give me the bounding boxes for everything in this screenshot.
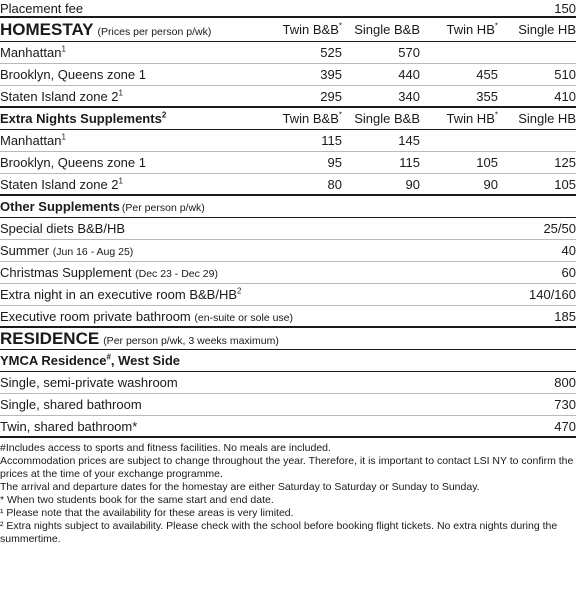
row-label: Christmas Supplement [0,265,132,280]
cell-value: 295 [320,88,342,104]
cell-value: 25/50 [543,221,576,236]
table-row [0,218,576,240]
placement-fee-row [0,0,576,18]
footnote: ¹ Please note that the availability for these areas is very limited. [0,507,294,519]
placement-fee-value: 150 [554,0,576,16]
cell-value: 340 [398,88,420,104]
homestay-title: HOMESTAY [0,19,94,39]
cell-value: 395 [320,67,342,82]
row-note: (Dec 23 - Dec 29) [135,268,218,280]
table-row [0,372,576,394]
homestay-note: (Prices per person p/wk) [97,25,212,38]
table-row: Extra night in an executive room $B\&B/HB^2$ 140/160 [0,284,576,306]
table-row [0,240,576,262]
row-label: Manhattan [0,45,62,60]
row-note: (Jun 16 - Aug 25) [52,246,134,258]
table-row [0,64,576,86]
cell-value: 140/160 [529,287,576,302]
row-label: Manhattan [0,133,62,148]
homestay-header [0,18,576,42]
cell-value: 105 [476,155,498,170]
cell-value: 510 [554,67,576,82]
residence-header [0,328,576,350]
residence-note: (Per person p/wk, 3 weeks maximum) [103,334,279,347]
row-label: Single, semi-private washroom [0,375,178,390]
cell-value: 80 [327,176,342,192]
cell-value: 145 [398,133,420,148]
footnote: Accommodation prices are subject to change throughout the year. Therefore, it is important to contact LSI NY to confirm the prices at the time of your exchange programme. [0,455,574,480]
row-label: Extra night in an executive room B&B/HB [0,287,238,302]
homestay-col-single-hb: Single HB [518,22,576,37]
footnote: * When two students book for the same start and end date. [0,494,274,506]
row-note: (en-suite or sole use) [194,311,294,324]
cell-value: 95 [327,155,342,170]
cell-value: 470 [554,418,576,434]
extra-nights-header: Extra Nights Supplements$^2$ Twin B&B* Single B&B Twin HB* Single HB [0,108,576,130]
cell-value: 60 [561,265,576,280]
table-row: Manhattan$^1$ 525 570 [0,42,576,64]
row-label: Brooklyn, Queens zone 1 [0,67,146,82]
cell-value: 125 [554,155,576,170]
extra-col-single-bb: Single B&B [354,111,420,126]
homestay-col-twin-bb: Twin B&B* [282,21,342,37]
ymca-header: YMCA Residence#, West Side [0,350,576,372]
cell-value: 455 [476,67,498,82]
row-label: Staten Island zone 2 [0,88,119,104]
other-title: Other Supplements [0,199,120,214]
table-row [0,262,576,284]
cell-value: 570 [398,45,420,60]
other-note: (Per person p/wk) [121,202,205,214]
homestay-col-twin-hb: Twin HB* [446,21,498,37]
row-label: Special diets B&B/HB [0,221,126,236]
cell-value: 440 [398,67,420,82]
footnote: ² Extra nights subject to availability. Please check with the school before booking flight tickets. No extra nights during the summertime. [0,520,558,545]
row-label: Brooklyn, Queens zone 1 [0,155,146,170]
table-row [0,306,576,328]
extra-nights-title: Extra Nights Supplements [0,111,162,126]
row-label: Executive room private bathroom [0,308,191,324]
table-row: Staten Island zone $2^1$ 80 90 90 105 [0,174,576,196]
cell-value: 105 [554,176,576,192]
extra-col-twin-hb: Twin HB* [446,110,498,126]
cell-value: 525 [320,45,342,60]
footnotes [0,438,576,546]
row-label: Staten Island zone 2 [0,176,119,192]
cell-value: 115 [321,133,342,148]
row-label: Twin, shared bathroom* [0,418,138,434]
cell-value: 800 [554,375,576,390]
footnote: The arrival and departure dates for the homestay are either Saturday to Saturday or Sunday to Sunday. [0,481,480,493]
cell-value: 185 [554,308,576,324]
cell-value: 40 [561,243,576,258]
extra-col-single-hb: Single HB [518,111,576,126]
homestay-col-single-bb: Single B&B [354,22,420,37]
ymca-title: YMCA Residence [0,353,107,368]
cell-value: 355 [476,88,498,104]
cell-value: 115 [399,155,420,170]
cell-value: 730 [554,397,576,412]
other-supplements-header [0,196,576,218]
extra-col-twin-bb: Twin B&B* [282,110,342,126]
footnote: #Includes access to sports and fitness facilities. No meals are included. [0,442,331,454]
table-row [0,152,576,174]
table-row [0,416,576,438]
placement-fee-label: Placement fee [0,0,84,16]
table-row: Staten Island zone $2^1$ 295 340 355 410 [0,86,576,108]
table-row [0,394,576,416]
cell-value: 410 [554,88,576,104]
row-label: Summer [0,243,50,258]
homestay-title-cell [0,20,260,40]
row-label: Single, shared bathroom [0,397,142,412]
table-row: Manhattan$^1$ 115 145 [0,130,576,152]
cell-value: 90 [483,176,498,192]
cell-value: 90 [405,176,420,192]
residence-title: RESIDENCE [0,328,100,348]
